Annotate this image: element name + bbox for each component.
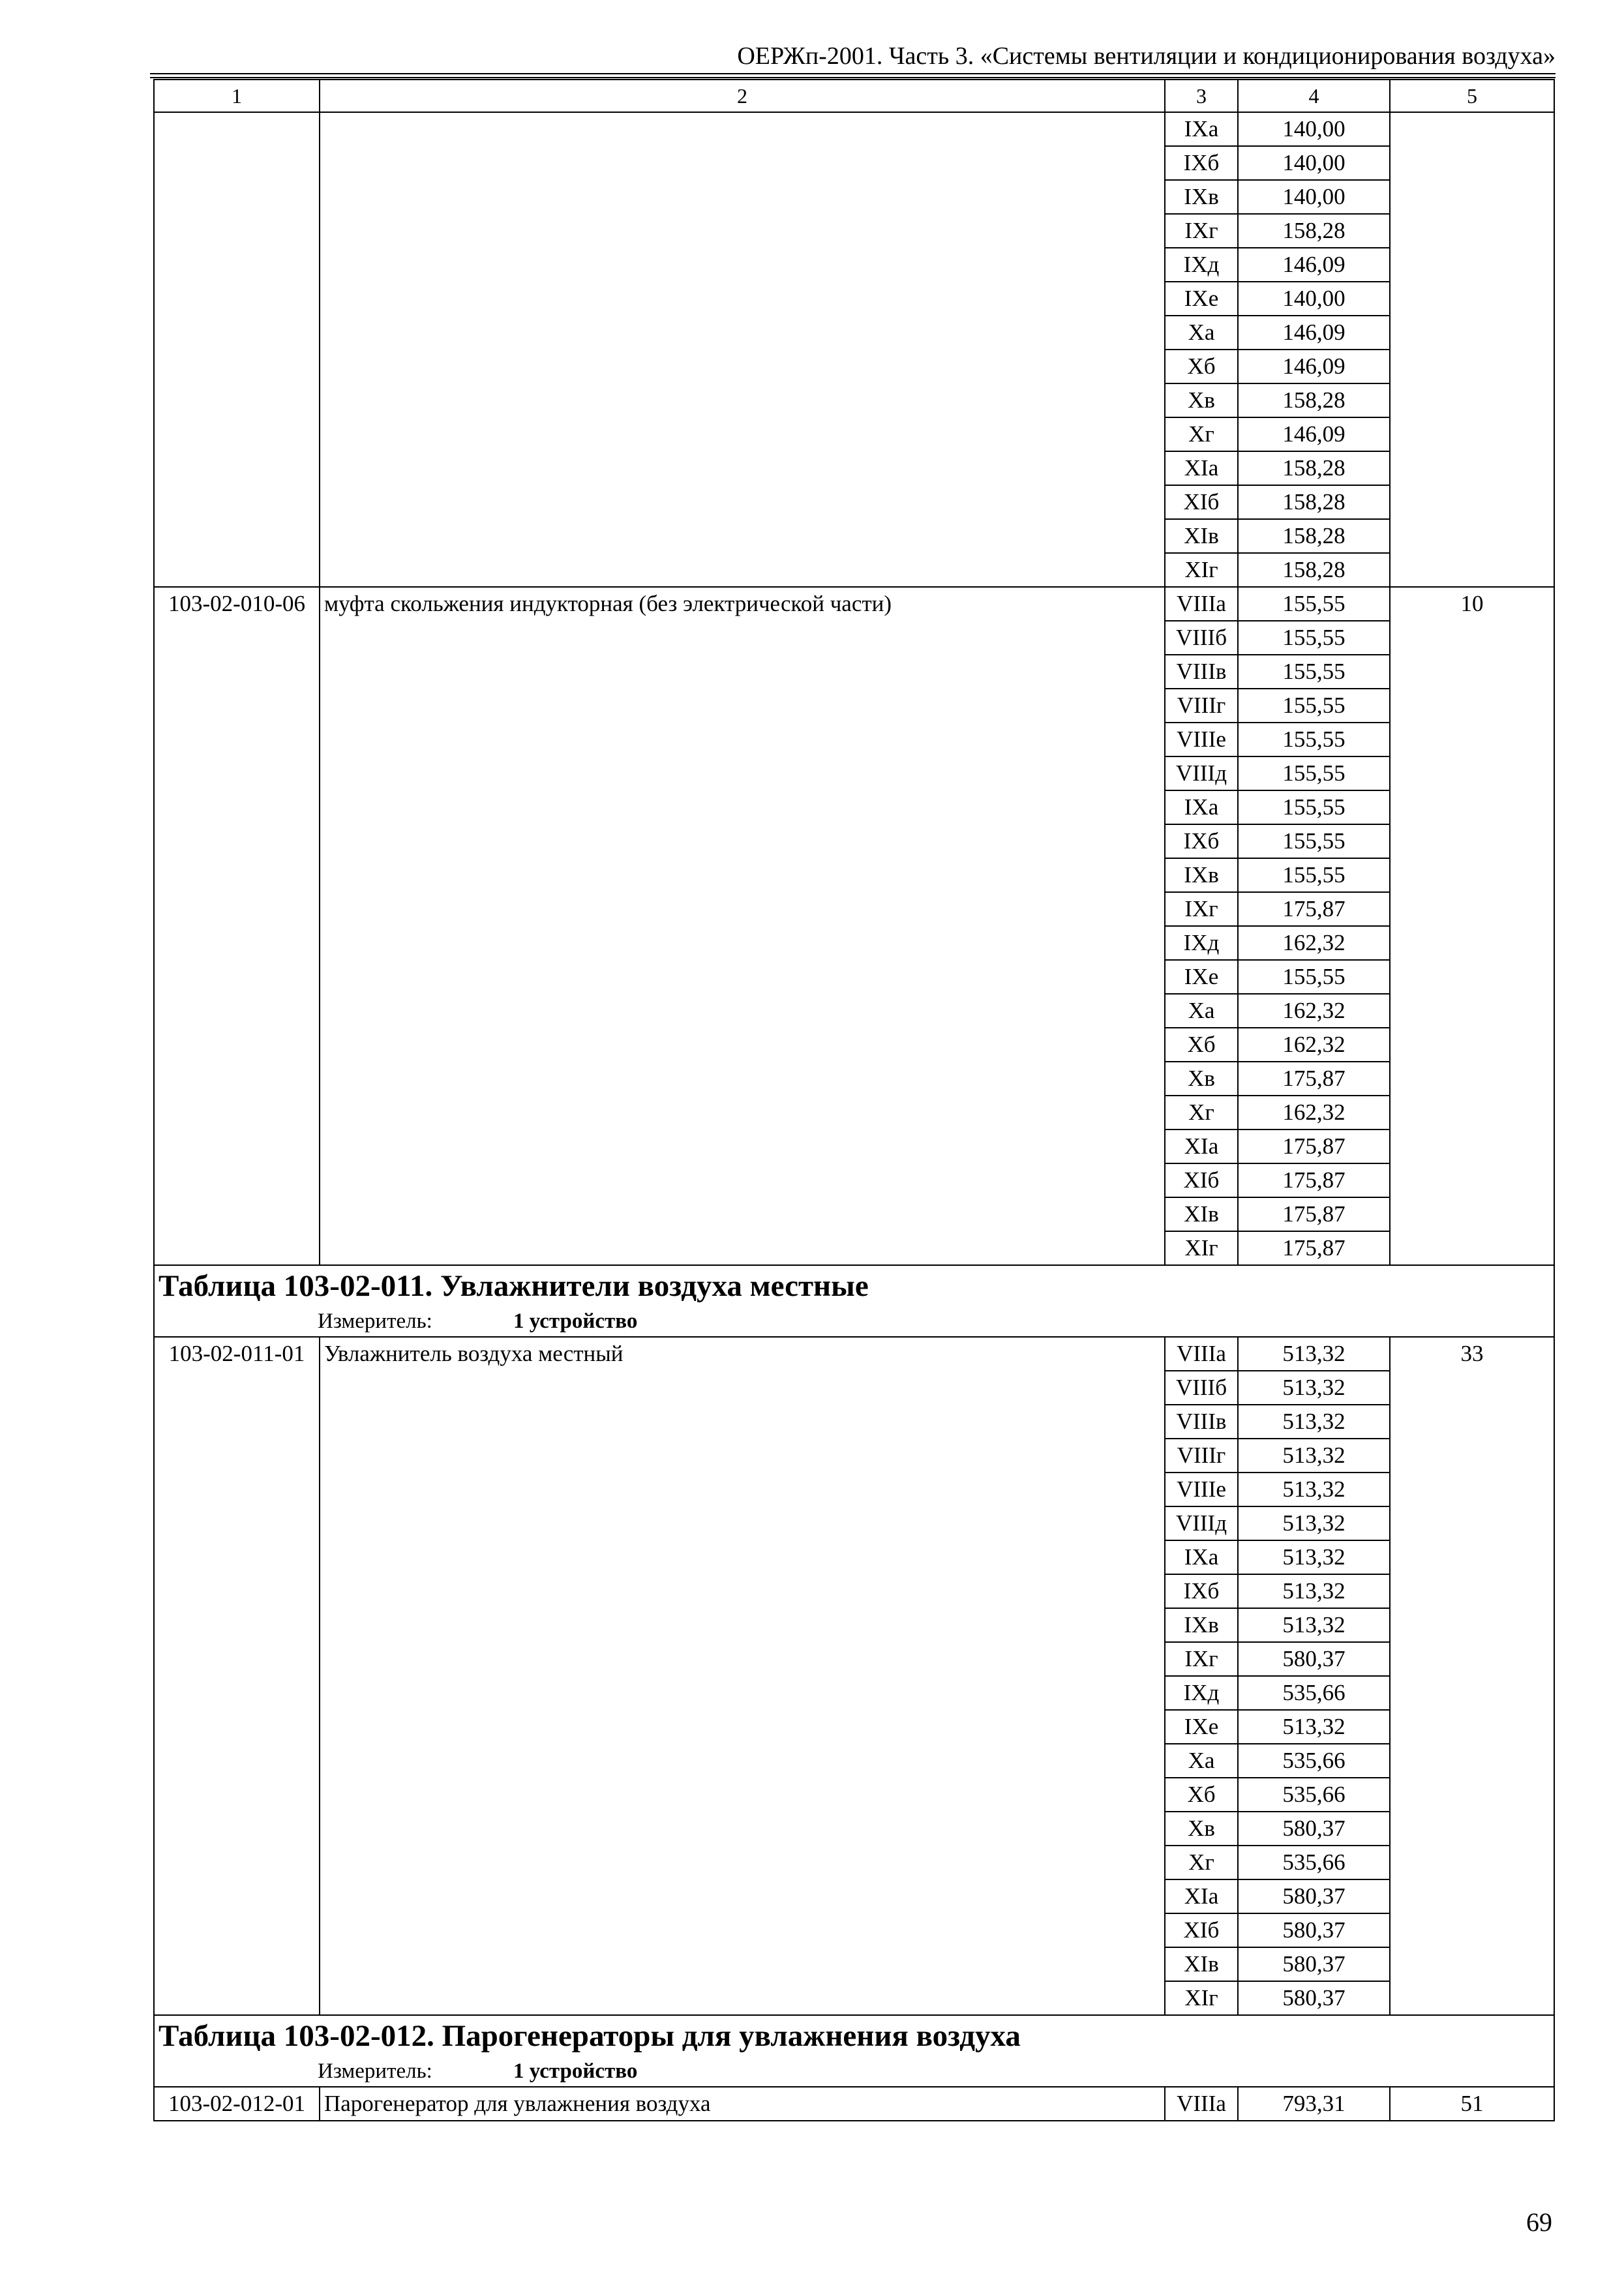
price-value: 146,09 <box>1238 350 1390 383</box>
price-value: 175,87 <box>1238 1197 1390 1231</box>
item-code <box>154 112 320 587</box>
price-value: 155,55 <box>1238 824 1390 858</box>
zone-code: XIг <box>1165 553 1238 587</box>
column-5-value <box>1390 112 1554 587</box>
zone-code: IXг <box>1165 214 1238 248</box>
price-value: 155,55 <box>1238 723 1390 756</box>
price-value: 175,87 <box>1238 1163 1390 1197</box>
zone-code: IXa <box>1165 1540 1238 1574</box>
zone-code: VIIIa <box>1165 1337 1238 1371</box>
price-value: 155,55 <box>1238 689 1390 723</box>
zone-code: XIв <box>1165 1197 1238 1231</box>
table-row <box>154 2087 1554 2121</box>
price-value: 140,00 <box>1238 282 1390 316</box>
zone-code: Xг <box>1165 417 1238 451</box>
price-value: 155,55 <box>1238 756 1390 790</box>
zone-code: Xв <box>1165 383 1238 417</box>
column-number-5: 5 <box>1390 80 1554 112</box>
zone-code: Xб <box>1165 1778 1238 1812</box>
zone-code: IXв <box>1165 858 1238 892</box>
unit-label: Измеритель: <box>318 2059 432 2083</box>
price-value: 158,28 <box>1238 553 1390 587</box>
table-title: Таблица 103-02-011. Увлажнители воздуха местные <box>158 1269 869 1303</box>
table-title: Таблица 103-02-012. Парогенераторы для увлажнения воздуха <box>158 2019 1021 2053</box>
price-value: 175,87 <box>1238 892 1390 926</box>
price-value: 146,09 <box>1238 417 1390 451</box>
item-code: 103-02-010-06 <box>154 587 320 1265</box>
zone-code: IXд <box>1165 1676 1238 1710</box>
column-number-3: 3 <box>1165 80 1238 112</box>
column-5-value: 33 <box>1390 1337 1554 2015</box>
zone-code: VIIIд <box>1165 756 1238 790</box>
zone-code: IXг <box>1165 1642 1238 1676</box>
price-value: 513,32 <box>1238 1540 1390 1574</box>
zone-code: XIв <box>1165 1947 1238 1981</box>
header-rule <box>150 77 1556 78</box>
price-value: 155,55 <box>1238 655 1390 689</box>
zone-code: VIIIe <box>1165 1473 1238 1506</box>
price-value: 158,28 <box>1238 485 1390 519</box>
price-value: 513,32 <box>1238 1608 1390 1642</box>
item-name: муфта скольжения индукторная (без электрической части) <box>320 587 1165 1265</box>
zone-code: IXб <box>1165 824 1238 858</box>
zone-code: IXд <box>1165 248 1238 282</box>
zone-code: VIIIб <box>1165 621 1238 655</box>
price-value: 513,32 <box>1238 1473 1390 1506</box>
zone-code: IXa <box>1165 790 1238 824</box>
zone-code: VIIIa <box>1165 587 1238 621</box>
unit-value: 1 устройство <box>513 1309 638 1333</box>
zone-code: Xб <box>1165 1028 1238 1062</box>
price-value: 162,32 <box>1238 994 1390 1028</box>
price-value: 513,32 <box>1238 1506 1390 1540</box>
price-value: 580,37 <box>1238 1879 1390 1913</box>
column-number-1: 1 <box>154 80 320 112</box>
price-value: 155,55 <box>1238 960 1390 994</box>
zone-code: Xг <box>1165 1096 1238 1130</box>
item-name <box>320 112 1165 587</box>
price-value: 155,55 <box>1238 858 1390 892</box>
running-header: ОЕРЖп-2001. Часть 3. «Системы вентиляции и кондиционирования воздуха» <box>737 42 1556 70</box>
unit-of-measure <box>158 2056 1550 2086</box>
price-value: 155,55 <box>1238 587 1390 621</box>
column-number-2: 2 <box>320 80 1165 112</box>
unit-label: Измеритель: <box>318 1309 432 1333</box>
table-section-heading <box>154 1265 1554 1337</box>
zone-code: XIб <box>1165 485 1238 519</box>
unit-value: 1 устройство <box>513 2059 638 2083</box>
price-value: 175,87 <box>1238 1130 1390 1163</box>
table-heading-cell <box>154 2015 1554 2087</box>
zone-code: XIa <box>1165 1130 1238 1163</box>
price-value: 580,37 <box>1238 1981 1390 2015</box>
price-value: 158,28 <box>1238 451 1390 485</box>
zone-code: VIIIб <box>1165 1371 1238 1405</box>
zone-code: IXг <box>1165 892 1238 926</box>
price-value: 162,32 <box>1238 1028 1390 1062</box>
zone-code: VIIIa <box>1165 2087 1238 2121</box>
zone-code: VIIIг <box>1165 1439 1238 1473</box>
item-code: 103-02-011-01 <box>154 1337 320 2015</box>
zone-code: IXe <box>1165 960 1238 994</box>
zone-code: IXв <box>1165 1608 1238 1642</box>
zone-code: XIб <box>1165 1913 1238 1947</box>
price-value: 513,32 <box>1238 1710 1390 1744</box>
zone-code: XIa <box>1165 1879 1238 1913</box>
zone-code: VIIIe <box>1165 723 1238 756</box>
zone-code: IXe <box>1165 1710 1238 1744</box>
price-value: 175,87 <box>1238 1062 1390 1096</box>
price-value: 580,37 <box>1238 1947 1390 1981</box>
price-value: 535,66 <box>1238 1778 1390 1812</box>
price-value: 535,66 <box>1238 1744 1390 1778</box>
zone-code: Xa <box>1165 1744 1238 1778</box>
zone-code: XIг <box>1165 1981 1238 2015</box>
zone-code: Xб <box>1165 350 1238 383</box>
zone-code: IXe <box>1165 282 1238 316</box>
price-value: 535,66 <box>1238 1676 1390 1710</box>
zone-code: VIIIг <box>1165 689 1238 723</box>
zone-code: Xa <box>1165 994 1238 1028</box>
table-row <box>154 112 1554 146</box>
zone-code: XIг <box>1165 1231 1238 1265</box>
price-value: 580,37 <box>1238 1812 1390 1846</box>
price-value: 513,32 <box>1238 1439 1390 1473</box>
item-name: Увлажнитель воздуха местный <box>320 1337 1165 2015</box>
zone-code: XIб <box>1165 1163 1238 1197</box>
price-value: 513,32 <box>1238 1574 1390 1608</box>
column-number-row <box>154 80 1554 112</box>
zone-code: VIIIв <box>1165 1405 1238 1439</box>
price-value: 140,00 <box>1238 112 1390 146</box>
zone-code: VIIIд <box>1165 1506 1238 1540</box>
zone-code: Xг <box>1165 1846 1238 1879</box>
zone-code: VIIIв <box>1165 655 1238 689</box>
header-rule <box>150 73 1556 74</box>
price-value: 155,55 <box>1238 790 1390 824</box>
table-row <box>154 587 1554 621</box>
item-code: 103-02-012-01 <box>154 2087 320 2121</box>
price-value: 140,00 <box>1238 146 1390 180</box>
column-5-value: 10 <box>1390 587 1554 1265</box>
table-heading-cell <box>154 1265 1554 1337</box>
price-value: 155,55 <box>1238 621 1390 655</box>
price-value: 175,87 <box>1238 1231 1390 1265</box>
table-row <box>154 1337 1554 1371</box>
zone-code: Xв <box>1165 1812 1238 1846</box>
price-value: 146,09 <box>1238 316 1390 350</box>
zone-code: IXв <box>1165 180 1238 214</box>
price-value: 513,32 <box>1238 1371 1390 1405</box>
zone-code: IXб <box>1165 1574 1238 1608</box>
unit-of-measure <box>158 1306 1550 1336</box>
price-value: 162,32 <box>1238 1096 1390 1130</box>
zone-code: IXд <box>1165 926 1238 960</box>
price-value: 146,09 <box>1238 248 1390 282</box>
price-value: 158,28 <box>1238 519 1390 553</box>
zone-code: IXб <box>1165 146 1238 180</box>
zone-code: IXa <box>1165 112 1238 146</box>
zone-code: XIa <box>1165 451 1238 485</box>
price-value: 535,66 <box>1238 1846 1390 1879</box>
item-name: Парогенератор для увлажнения воздуха <box>320 2087 1165 2121</box>
price-value: 162,32 <box>1238 926 1390 960</box>
zone-code: Xa <box>1165 316 1238 350</box>
price-table <box>153 79 1555 2121</box>
price-value: 158,28 <box>1238 383 1390 417</box>
column-number-4: 4 <box>1238 80 1390 112</box>
price-value: 513,32 <box>1238 1405 1390 1439</box>
column-5-value: 51 <box>1390 2087 1554 2121</box>
price-value: 793,31 <box>1238 2087 1390 2121</box>
table-section-heading <box>154 2015 1554 2087</box>
page-number: 69 <box>1526 2207 1552 2237</box>
price-value: 513,32 <box>1238 1337 1390 1371</box>
price-value: 158,28 <box>1238 214 1390 248</box>
price-value: 580,37 <box>1238 1913 1390 1947</box>
price-value: 580,37 <box>1238 1642 1390 1676</box>
zone-code: Xв <box>1165 1062 1238 1096</box>
zone-code: XIв <box>1165 519 1238 553</box>
price-value: 140,00 <box>1238 180 1390 214</box>
